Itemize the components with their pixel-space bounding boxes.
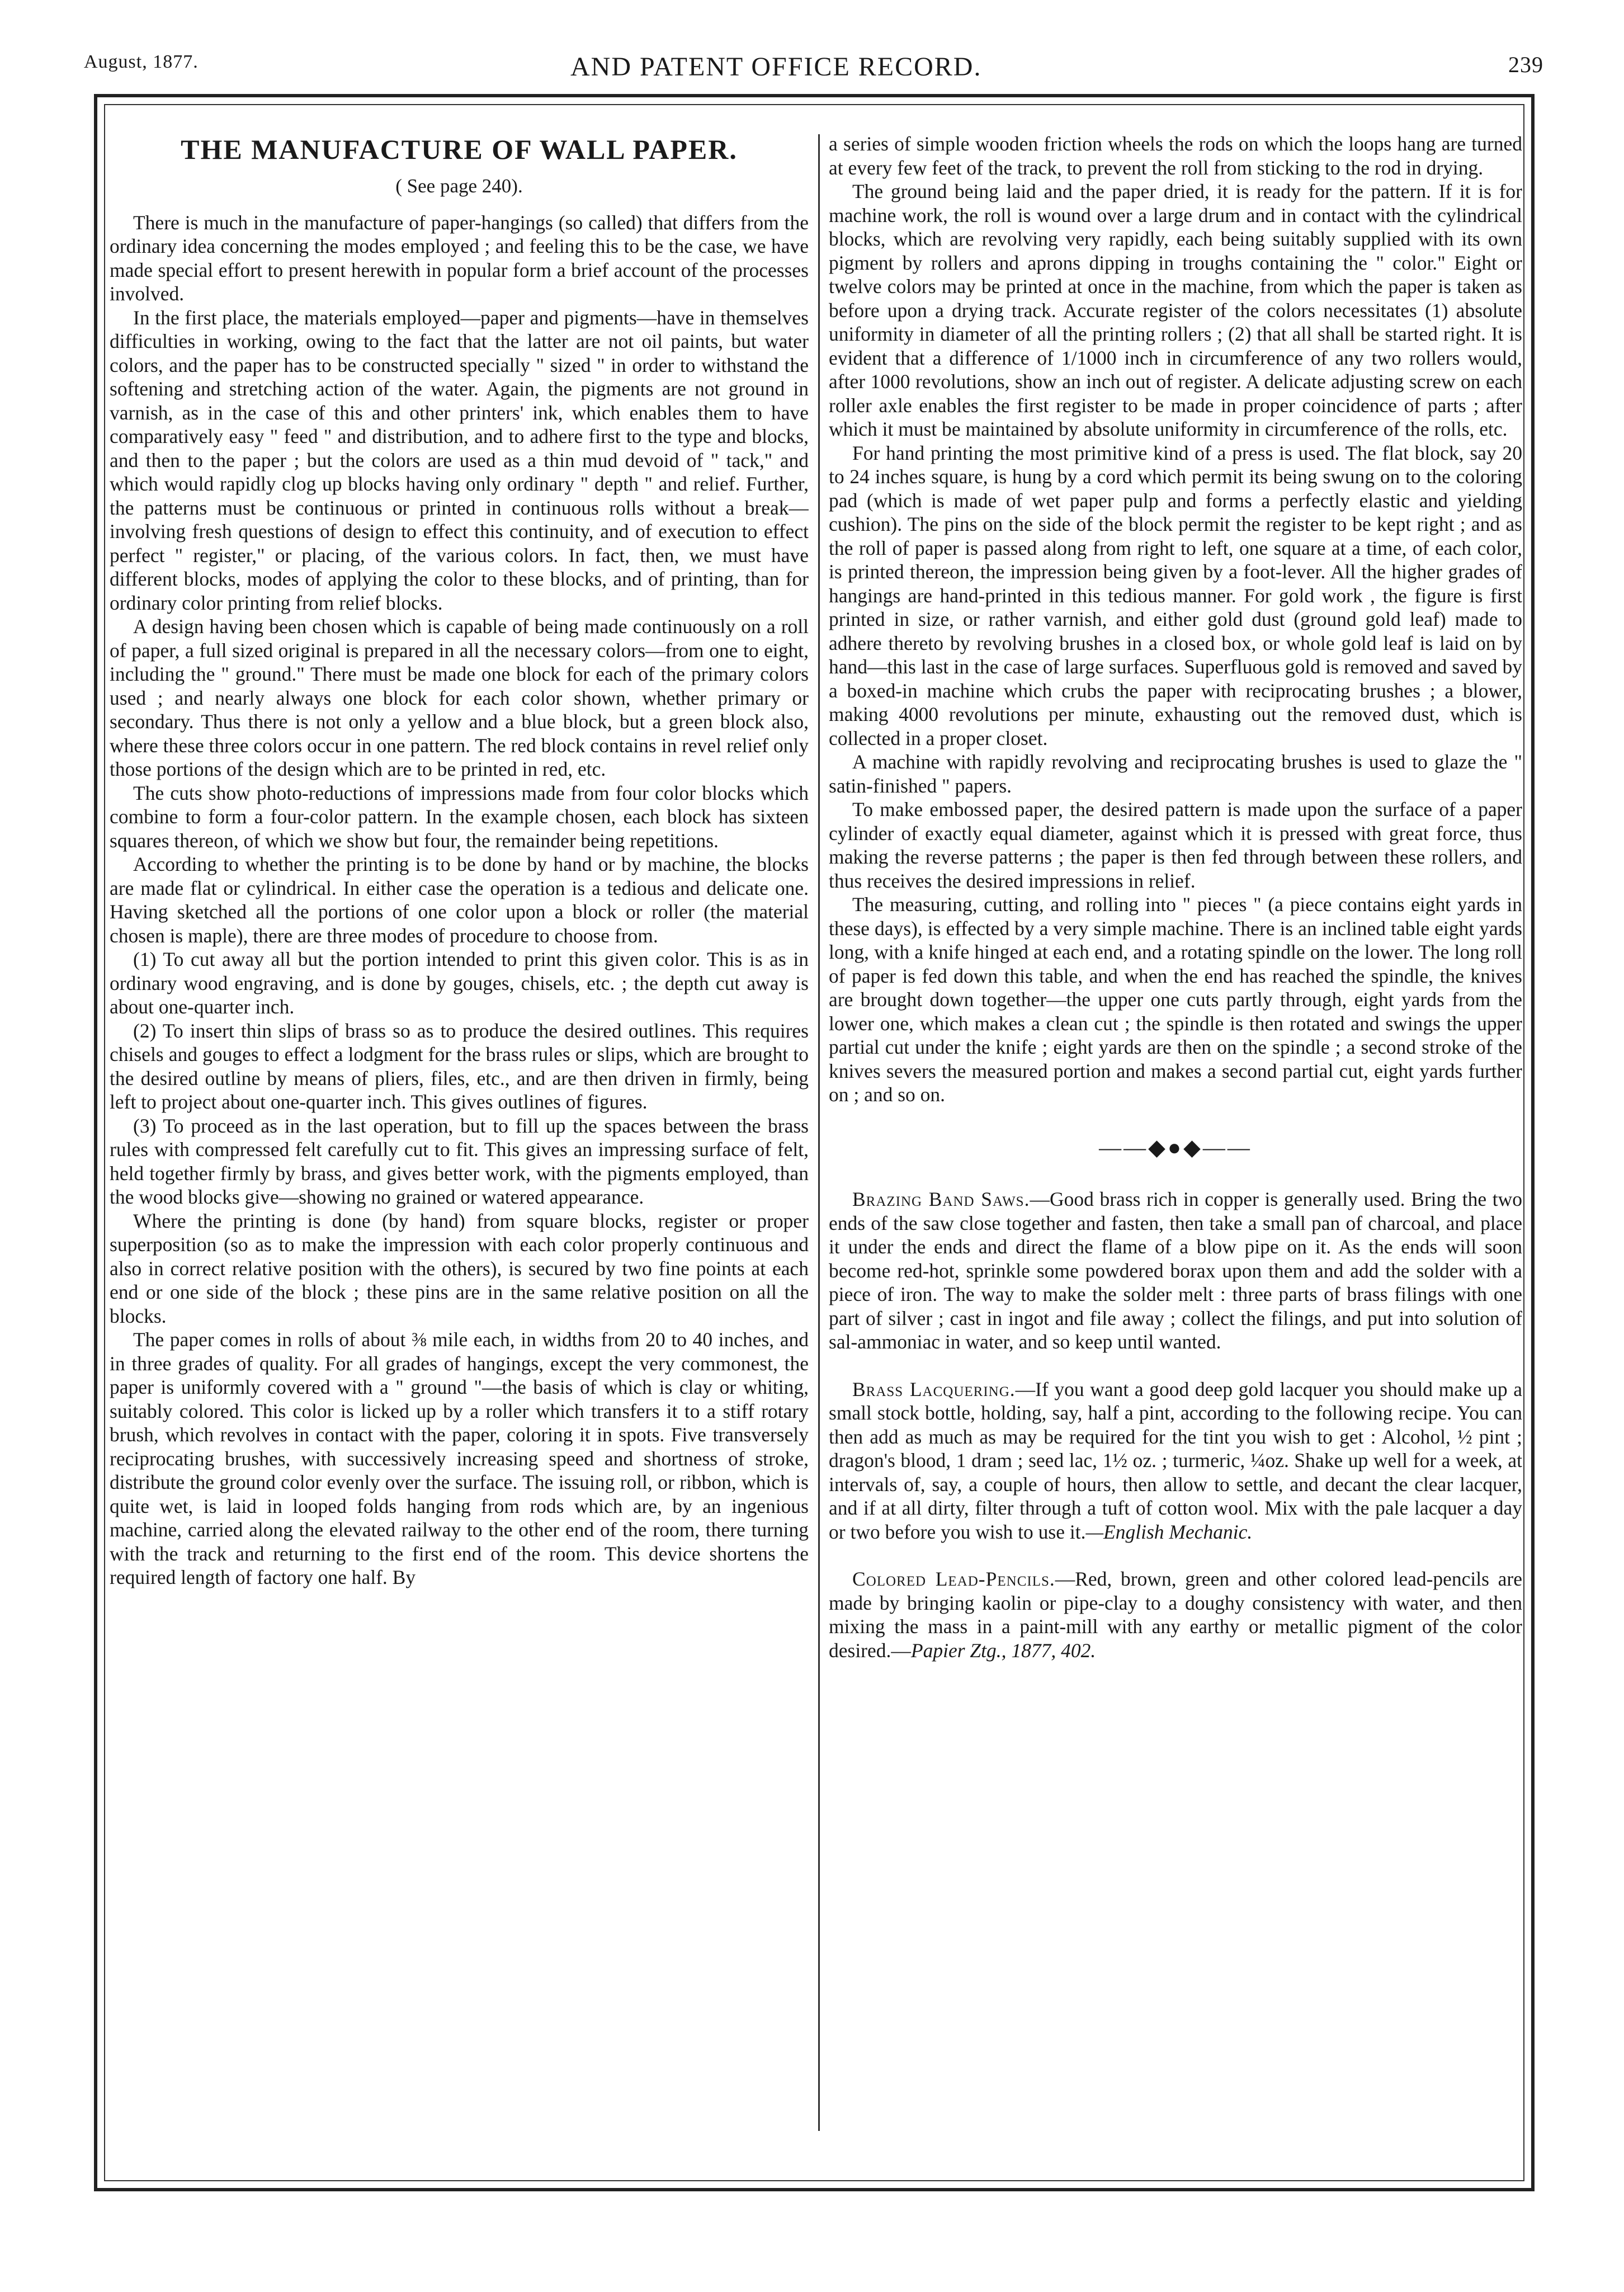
article-paragraph: According to whether the printing is to be done by hand or by machine, the blocks are made flat or cylindrical. In either case the operation is a tedious and delicate one. Having sketched all the portions of one color upon a block or roller (the material chosen is maple), there are three modes of procedure to choose from. [110, 853, 809, 947]
note-source: Papier Ztg., 1877, 402. [910, 1639, 1096, 1662]
note-brass-lacquering [829, 1378, 1522, 1544]
header-date: August, 1877. [84, 51, 199, 72]
article-title: THE MANUFACTURE OF WALL PAPER. [181, 134, 738, 165]
note-heading: Brazing Band Saws. [852, 1188, 1030, 1210]
note-text: —Good brass rich in copper is generally used. Bring the two ends of the saw close together and fasten, then take a small pan of charcoal, and place it under the ends and direct the flame of a blow pipe on it. As the ends will soon become red-hot, sprinkle some powdered borax upon them and add the solder with a piece of iron. The way to make the solder melt : three parts of brass filings with one part of silver ; cast in ingot and file away ; collect the filings, and put into solution of sal-ammoniac in water, and so keep until wanted. [829, 1188, 1522, 1353]
article-paragraph: A design having been chosen which is capable of being made continuously on a roll of paper, a full sized original is prepared in all the necessary colors—from one to eight, including the " ground." There must be made one block for each of the primary colors used ; and nearly always one block for each color shown, whether primary or secondary. Thus there is not only a yellow and a blue block, but a green block also, where these three colors occur in one pattern. The red block contains in revel relief only those portions of the design which are to be printed in red, etc. [110, 615, 809, 780]
article-paragraph: The cuts show photo-reductions of impressions made from four color blocks which combine to form a four-color pattern. In the example chosen, each block has sixteen squares thereon, of which we show but four, the remainder being repetitions. [110, 781, 809, 852]
note-source: —English Mechanic. [1085, 1520, 1253, 1543]
article-paragraph: To make embossed paper, the desired pattern is made upon the surface of a paper cylinder of exactly equal diameter, against which it is pressed with great force, thus making the reverse patterns ; the paper is then fed through between these rollers, and thus receives the desired impressions in relief. [829, 798, 1522, 892]
article-paragraph: Where the printing is done (by hand) from square blocks, register or proper superposition (so as to make the impression with each color properly continuous and also in correct relative position with the others), is secured by two fine points at each end or one side of the block ; these pins are in the same relative position on all the blocks. [110, 1209, 809, 1327]
note-text: —If you want a good deep gold lacquer you should make up a small stock bottle, holding, say, half a pint, according to the following recipe. You can then add as much as may be required for the tint you wish to get : Alcohol, ½ pint ; dragon's blood, 1 dram ; seed lac, 1½ oz. ; turmeric, ¼oz. Shake up well for a week, at intervals of, say, a couple of hours, then allow to settle, and decant the clear lacquer, and if at all dirty, filter through a tuft of cotton wool. Mix with the pale lacquer a day or two before you wish to use it. [829, 1378, 1522, 1543]
article-paragraph: There is much in the manufacture of paper-hangings (so called) that differs from the ordinary idea concerning the modes employed ; and feeling this to be the case, we have made special effort to present herewith in popular form a brief account of the processes involved. [110, 211, 809, 305]
header-journal-title: AND PATENT OFFICE RECORD. [570, 52, 982, 82]
article-paragraph: The measuring, cutting, and rolling into " pieces " (a piece contains eight yards in these days), is effected by a very simple machine. There is an inclined table eight yards long, with a knife hinged at each end, and a rotating spindle on the lower. The long roll of paper is fed down this table, and when the end has reached the spindle, the knives are brought down together—the upper one cuts partly through, eight yards from the lower one, which makes a clean cut ; the spindle is then rotated and swings the upper partial cut under the knife ; eight yards are then on the spindle ; a second stroke of the knives severs the measured portion and makes a second partial cut, eight yards further on ; and so on. [829, 893, 1522, 1106]
article-paragraph-continued: a series of simple wooden friction wheels the rods on which the loops hang are turned at every few feet of the track, to prevent the roll from sticking to the rod in drying. [829, 133, 1522, 179]
section-ornament: ——◆●◆—— [1099, 1134, 1252, 1160]
article-paragraph: The paper comes in rolls of about ⅜ mile each, in widths from 20 to 40 inches, and in three grades of quality. For all grades of hangings, except the very commonest, the paper is uniformly covered with a " ground "—the basis of which is clay or whiting, suitably colored. This color is licked up by a roller which transfers it to a stiff rotary brush, which revolves in contact with the paper, coloring it in spots. Five transversely reciprocating brushes, with successively increasing speed and shortness of stroke, distribute the ground color evenly over the surface. The issuing roll, or ribbon, which is quite wet, is laid in looped folds hanging from rods which are, by an ingenious machine, carried along the elevated railway to the other end of the room, there turning with the track and returning to the first end of the room. This device shortens the required length of factory one half. By [110, 1328, 809, 1588]
page-header [84, 51, 1549, 91]
note-text: —Red, brown, green and other colored lead-pencils are made by bringing kaolin or pipe-clay to a doughy consistency with water, and then mixing the mass in a paint-mill with any earthy or metallic pigment of the color desired.— [829, 1568, 1522, 1662]
right-column [829, 132, 1522, 2157]
article-paragraph: (1) To cut away all but the portion intended to print this given color. This is as in ordinary wood engraving, and is done by gouges, chisels, etc. ; the depth cut away is about one-quarter inch. [110, 948, 809, 1018]
article-paragraph: For hand printing the most primitive kind of a press is used. The flat block, say 20 to 24 inches square, is hung by a cord which permit its being swung on to the coloring pad (which is made of wet paper pulp and forms a perfectly elastic and yielding cushion). The pins on the side of the block permit the register to be kept right ; and as the roll of paper is passed along from right to left, one square at a time, of each color, is printed thereon, the impression being given by a foot-lever. All the higher grades of hangings are hand-printed in this tedious manner. For gold work , the figure is first printed in size, or rather varnish, and either gold dust (ground gold leaf) made to adhere thereto by revolving brushes in a closed box, or whole gold leaf is laid on by hand—this last in the case of large surfaces. Superfluous gold is removed and saved by a boxed-in machine which crubs the paper with reciprocating brushes ; a blower, making 4000 revolutions per minute, exhausting out the removed dust, which is collected in a proper closet. [829, 441, 1522, 749]
article-paragraph: The ground being laid and the paper dried, it is ready for the pattern. If it is for machine work, the roll is wound over a large drum and in contact with the cylindrical blocks, which are revolving very rapidly, each being suitably supplied with its own pigment by rollers and aprons dipping in troughs containing the " color." Eight or twelve colors may be printed at once in the machine, from which the paper is taken as before upon a drying track. Accurate register of the colors necessitates (1) absolute uniformity in diameter of all the printing rollers ; (2) that all shall be started right. It is evident that a difference of 1/1000 inch in circumference of any two rollers would, after 1000 revolutions, show an inch out of register. A delicate adjusting screw on each roller axle enables the first register to be made in proper coincidence of parts ; after which it must be maintained by absolute uniformity in circumference of the rolls, etc. [829, 180, 1522, 440]
note-heading: Colored Lead-Pencils. [852, 1568, 1055, 1590]
note-brazing-band-saws [829, 1187, 1522, 1354]
article-paragraph: A machine with rapidly revolving and reciprocating brushes is used to glaze the " satin-finished " papers. [829, 751, 1522, 797]
article-paragraph: (2) To insert thin slips of brass so as to produce the desired outlines. This requires chisels and gouges to effect a lodgment for the brass rules or slips, which are brought to the desired outline by means of pliers, files, etc., and are then driven in firmly, being left to project about one-quarter inch. This gives outlines of figures. [110, 1019, 809, 1113]
note-heading: Brass Lacquering. [852, 1378, 1016, 1400]
article-paragraph: In the first place, the materials employed—paper and pigments—have in themselves difficulties in working, owing to the fact that the latter are not oil paints, but water colors, and the paper has to be constructed specially " sized " in order to withstand the softening and stretching action of the water. Again, the pigments are not ground in varnish, as in the case of this and other printers' ink, which enables them to have comparatively easy " feed " and distribution, and to adhere first to the type and blocks, and then to the paper ; but the colors are used as a thin mud devoid of " tack," and which would rapidly clog up blocks having only ordinary " depth " and relief. Further, the patterns must be continuous or printed in continuous rolls without a break—involving fresh questions of design to effect this continuity, and of execution to effect perfect " register," or placing, of the various colors. In fact, then, we must have different blocks, modes of applying the color to these blocks, and of printing, than for ordinary color printing from relief blocks. [110, 306, 809, 614]
header-page-number: 239 [1508, 52, 1543, 77]
left-column [110, 132, 809, 2157]
note-colored-lead-pencils [829, 1567, 1522, 1662]
see-page-reference: ( See page 240). [395, 175, 523, 197]
article-paragraph: (3) To proceed as in the last operation, but to fill up the spaces between the brass rules with compressed felt carefully cut to fit. This gives an impressing surface of felt, held together firmly by brass, and gives better work, with the pigments employed, than the wood blocks give—showing no grained or watered appearance. [110, 1114, 809, 1208]
column-divider [818, 134, 820, 2131]
